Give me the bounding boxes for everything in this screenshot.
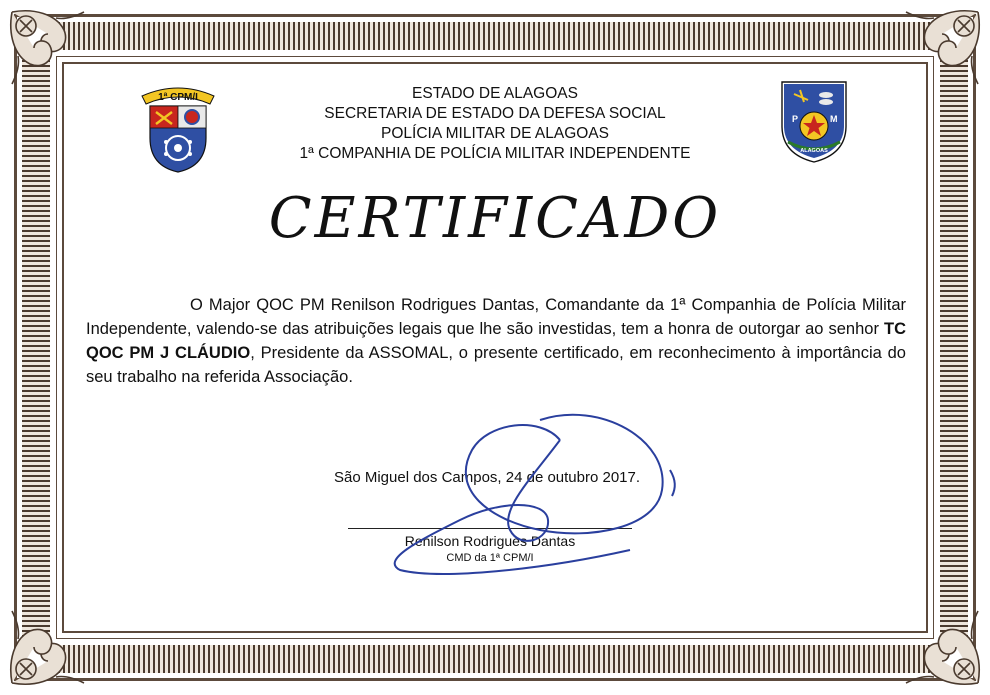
- header-state: ESTADO DE ALAGOAS: [412, 85, 578, 102]
- signatory-role: CMD da 1ª CPM/I: [446, 552, 534, 564]
- signatory-name: Renilson Rodrigues Dantas: [404, 533, 576, 549]
- place-date: São Miguel dos Campos, 24 de outubro 2017.: [334, 469, 641, 486]
- header-police: POLÍCIA MILITAR DE ALAGOAS: [381, 125, 609, 142]
- body-text-before: O Major QOC PM Renilson Rodrigues Dantas, Comandante da 1ª Companhia de Polícia Militar Independente, valendo-se das atribuições legais que lhe são investidas, tem a honra de outorgar ao senhor: [86, 296, 906, 338]
- certificate-title: CERTIFICADO: [268, 186, 722, 251]
- emblem-letter-p: P: [792, 114, 799, 124]
- frame-band-left: [22, 48, 50, 647]
- institution-header: [250, 84, 740, 164]
- company-emblem-icon: [138, 82, 218, 174]
- corner-ornament-top-left: [4, 4, 100, 100]
- frame-band-right: [940, 48, 968, 647]
- signature-line: [348, 528, 632, 529]
- corner-ornament-bottom-left: [4, 595, 100, 691]
- frame-band-bottom: [48, 645, 942, 673]
- emblem-banner-text: 1ª CPM/I: [158, 92, 198, 103]
- frame-band-top: [48, 22, 942, 50]
- body-text-after: , Presidente da ASSOMAL, o presente certificado, em reconhecimento à importância do seu trabalho na referida Associação.: [86, 344, 906, 386]
- corner-ornament-bottom-right: [890, 595, 986, 691]
- corner-ornament-top-right: [890, 4, 986, 100]
- pmal-emblem-icon: [778, 78, 850, 164]
- emblem-scroll-text: ALAGOAS: [800, 148, 828, 154]
- header-company: 1ª COMPANHIA DE POLÍCIA MILITAR INDEPENDENTE: [299, 145, 691, 162]
- header-secretariat: SECRETARIA DE ESTADO DA DEFESA SOCIAL: [324, 105, 666, 122]
- certificate-body: [86, 293, 906, 389]
- honoree-name: TC QOC PM J CLÁUDIO: [86, 320, 906, 362]
- emblem-letter-m: M: [830, 114, 838, 124]
